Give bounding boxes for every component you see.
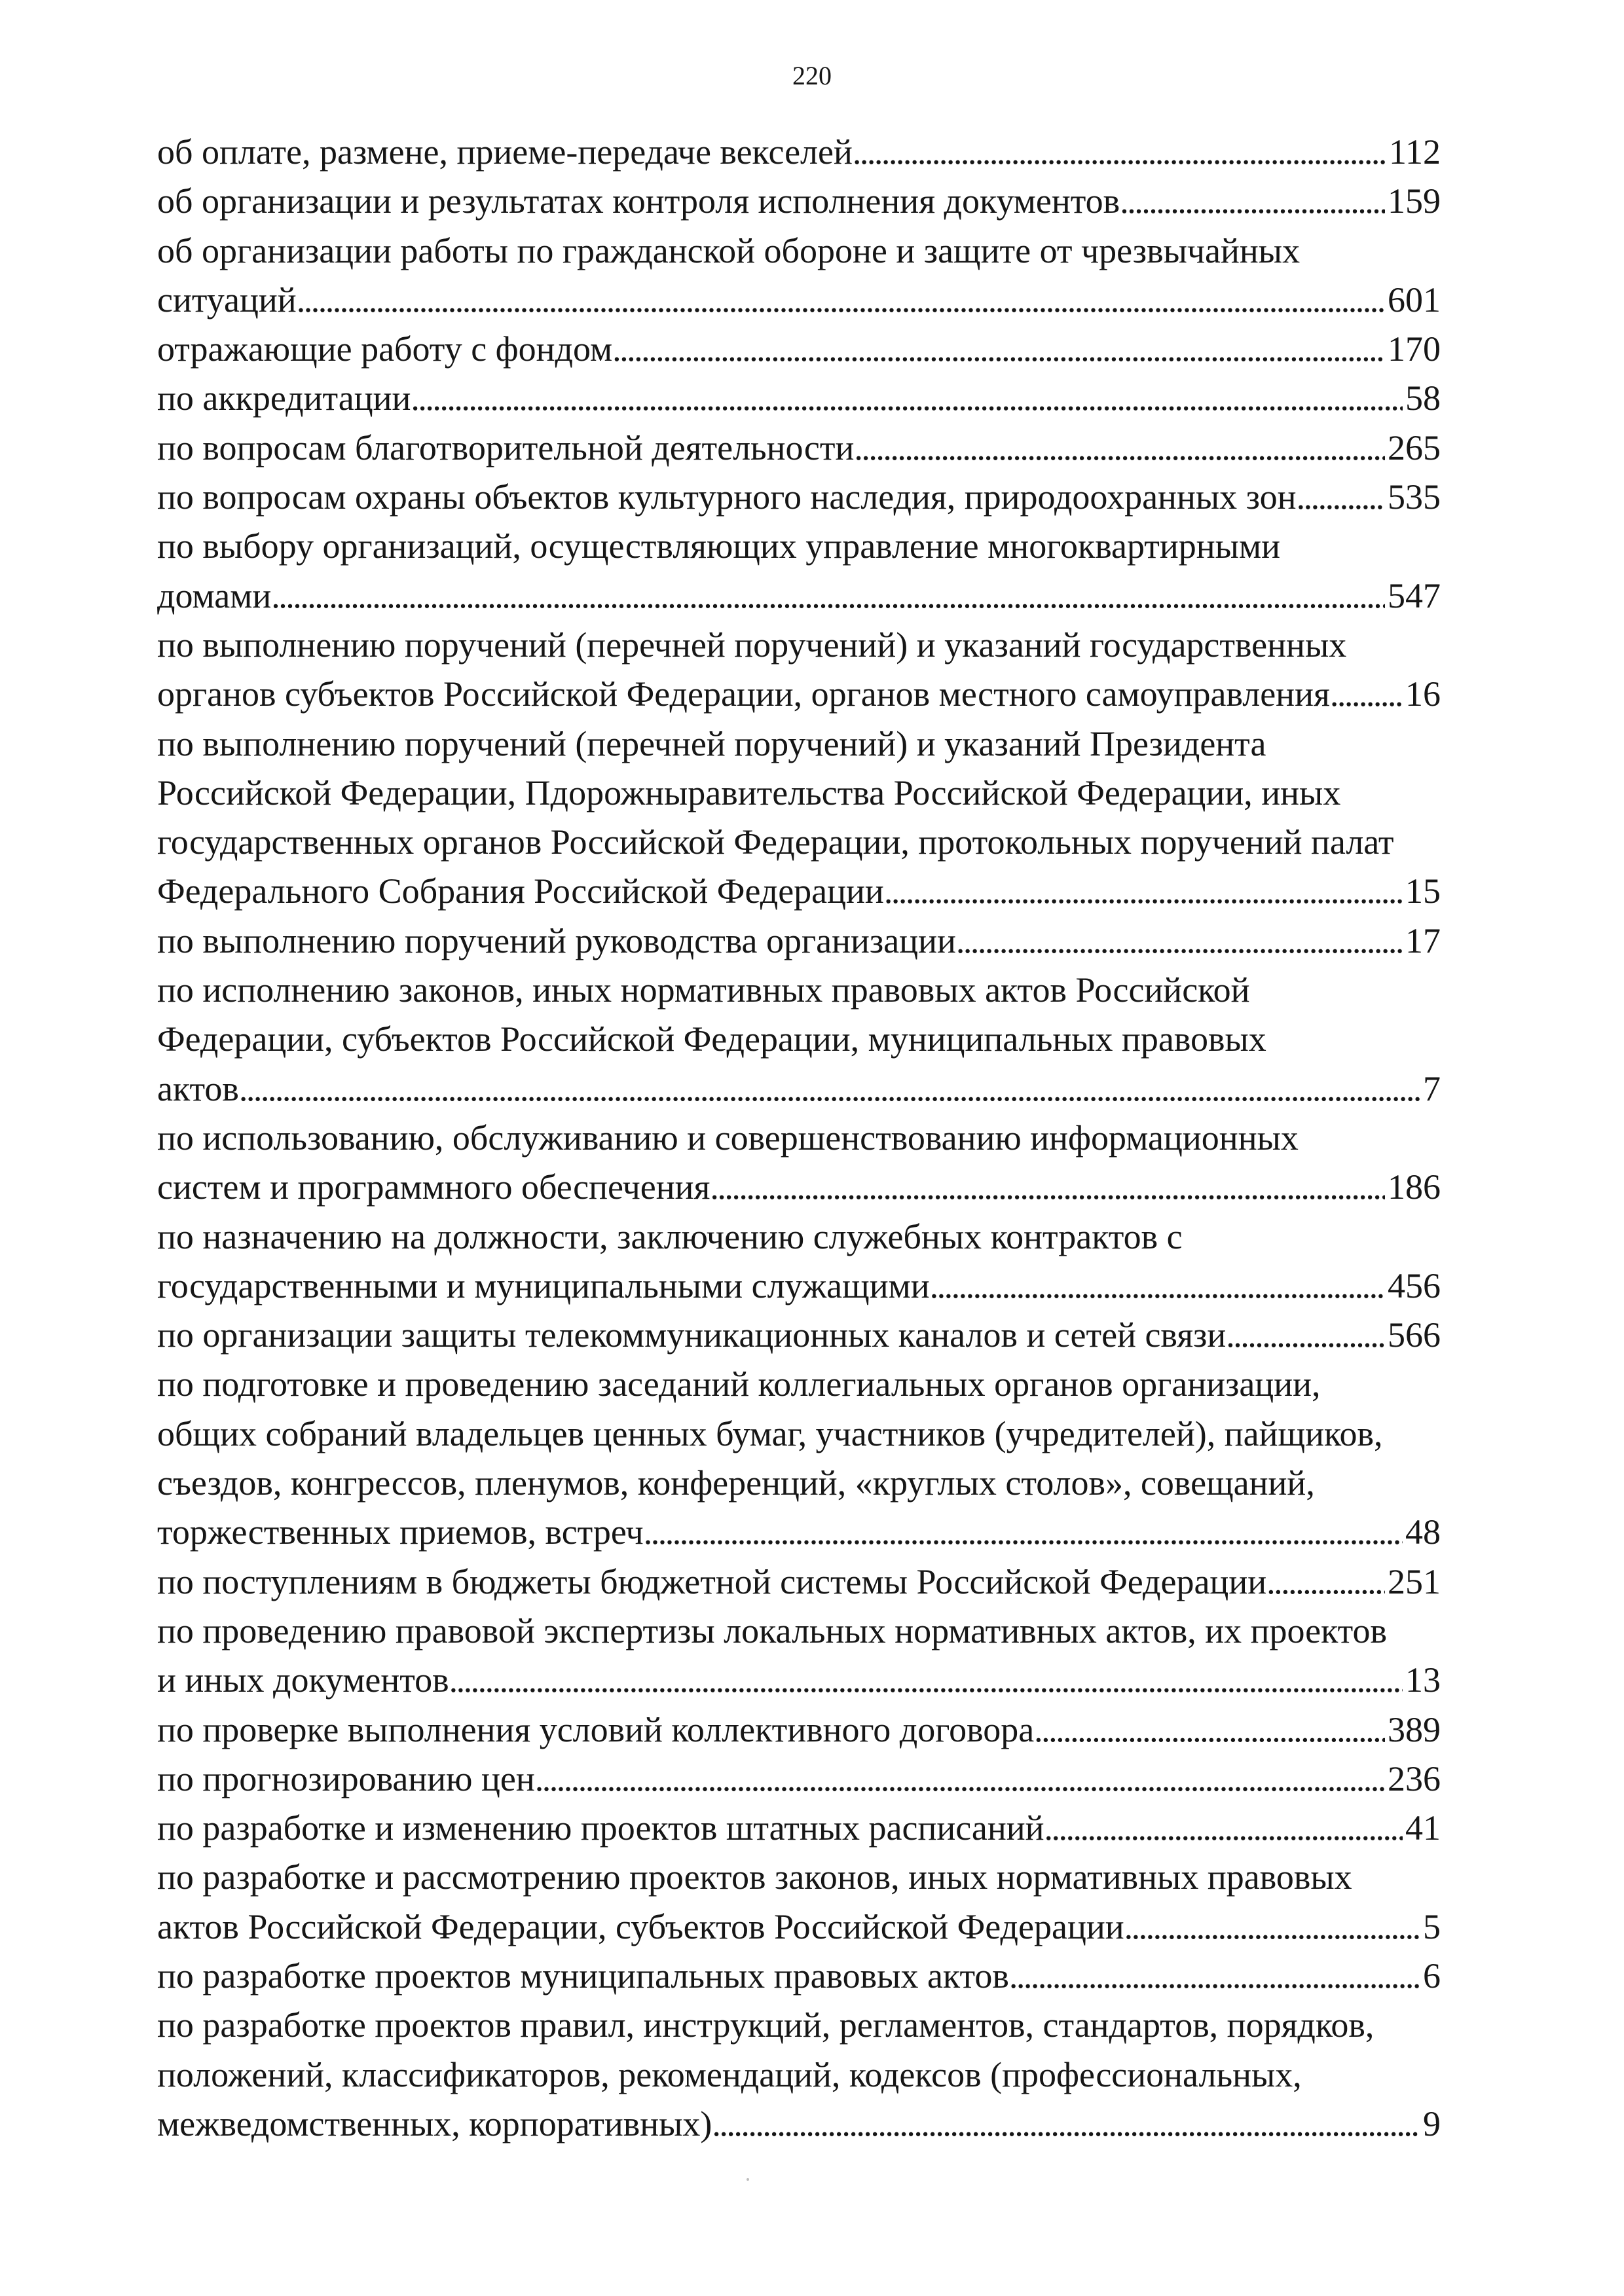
index-entry-final-line xyxy=(157,917,1441,966)
index-entry-page: 41 xyxy=(1405,1808,1441,1848)
dot-leader xyxy=(535,1755,1385,1804)
dot-leader xyxy=(1297,473,1385,522)
dot-leader xyxy=(710,1163,1385,1212)
index-entry xyxy=(157,1311,1501,1360)
index-entry-final-line xyxy=(157,1755,1441,1804)
dot-leader xyxy=(1330,670,1403,719)
dot-leader xyxy=(1120,177,1385,226)
index-entry-final-line xyxy=(157,1558,1441,1607)
index-entry-final-line xyxy=(157,473,1441,522)
index-entry-page: 15 xyxy=(1405,871,1441,911)
index-entry-text: актов Российской Федерации, субъектов Российской Федерации xyxy=(157,1906,1124,1946)
index-entry-text: по организации защиты телекоммуникационных каналов и сетей связи xyxy=(157,1315,1227,1355)
index-entry-line: по проведению правовой экспертизы локальных нормативных актов, их проектов xyxy=(157,1611,1388,1650)
index-entry-line: по разработке и рассмотрению проектов законов, иных нормативных правовых xyxy=(157,1857,1352,1897)
index-entry-line: Федерации, субъектов Российской Федерации, муниципальных правовых xyxy=(157,1019,1266,1059)
index-entry-text: по разработке проектов муниципальных правовых актов xyxy=(157,1956,1009,1995)
index-entry-text: по выполнению поручений руководства организации xyxy=(157,920,956,960)
index-entry-text: ситуаций xyxy=(157,280,297,319)
index-entry-line: по исполнению законов, иных нормативных правовых актов Российской xyxy=(157,970,1250,1010)
index-entry-text: систем и программного обеспечения xyxy=(157,1167,710,1207)
dot-leader xyxy=(1044,1804,1403,1853)
index-entry-final-line xyxy=(157,867,1441,916)
index-entry-final-line xyxy=(157,1903,1441,1952)
index-entry-text: государственными и муниципальными служащими xyxy=(157,1266,930,1305)
dot-leader xyxy=(411,374,1403,423)
index-entry-final-line xyxy=(157,1508,1441,1557)
index-entry-final-line xyxy=(157,424,1441,473)
index-entry xyxy=(157,966,1501,1114)
index-entry-text: по разработке и изменению проектов штатных расписаний xyxy=(157,1808,1044,1848)
dot-leader xyxy=(712,2100,1420,2149)
index-entry-line: съездов, конгрессов, пленумов, конференций, «круглых столов», совещаний, xyxy=(157,1463,1315,1503)
index-entry-line: по назначению на должности, заключению служебных контрактов с xyxy=(157,1216,1183,1256)
index-entry-text: Федерального Собрания Российской Федерации xyxy=(157,871,884,911)
index-entry-text: по аккредитации xyxy=(157,378,411,418)
index-entry-line: государственных органов Российской Федерации, протокольных поручений палат xyxy=(157,822,1394,862)
index-entry-line: положений, классификаторов, рекомендаций, кодексов (профессиональных, xyxy=(157,2054,1302,2094)
dot-leader xyxy=(930,1262,1385,1311)
index-entry-line: по использованию, обслуживанию и совершенствованию информационных xyxy=(157,1118,1299,1157)
index-entry xyxy=(157,1212,1501,1311)
index-entry-text: актов xyxy=(157,1068,239,1108)
dot-leader xyxy=(1226,1311,1385,1360)
index-entry-page: 16 xyxy=(1405,674,1441,714)
index-entry-text: торжественных приемов, встреч xyxy=(157,1512,644,1552)
index-entry-final-line xyxy=(157,1804,1441,1853)
index-entry xyxy=(157,1853,1501,1952)
index-entry-line: по разработке проектов правил, инструкций, регламентов, стандартов, порядков, xyxy=(157,2005,1375,2045)
index-entry-page: 58 xyxy=(1405,378,1441,418)
index-entry-final-line xyxy=(157,1262,1441,1311)
index-entry xyxy=(157,374,1501,423)
index-entry-page: 389 xyxy=(1388,1709,1441,1749)
index-entry-text: и иных документов xyxy=(157,1660,449,1700)
index-entry-final-line xyxy=(157,177,1441,226)
index-entry xyxy=(157,325,1501,374)
index-entry-final-line xyxy=(157,276,1441,325)
index-entry-final-line xyxy=(157,128,1441,177)
index-entry-page: 265 xyxy=(1388,428,1441,467)
index-entry xyxy=(157,1705,1501,1755)
dot-leader xyxy=(956,917,1403,966)
dot-leader xyxy=(1266,1558,1385,1607)
index-entry-page: 170 xyxy=(1388,329,1441,369)
dot-leader xyxy=(1009,1952,1420,2001)
index-entry-line: общих собраний владельцев ценных бумаг, участников (учредителей), пайщиков, xyxy=(157,1413,1383,1453)
index-entry xyxy=(157,128,1501,177)
index-entry xyxy=(157,473,1501,522)
index-entry-page: 9 xyxy=(1423,2104,1441,2143)
index-entry-final-line xyxy=(157,325,1441,374)
index-entry-page: 13 xyxy=(1405,1660,1441,1700)
index-entry xyxy=(157,720,1501,917)
index-entry-line: по выполнению поручений (перечней поручений) и указаний Президента xyxy=(157,723,1266,763)
dot-leader xyxy=(612,325,1385,374)
index-entry-line: об организации работы по гражданской обороне и защите от чрезвычайных xyxy=(157,230,1301,270)
index-entry xyxy=(157,1607,1501,1705)
index-entry-final-line xyxy=(157,1065,1441,1114)
index-entry xyxy=(157,1952,1501,2001)
index-entry-final-line xyxy=(157,1311,1441,1360)
index-entry-page: 251 xyxy=(1388,1561,1441,1601)
index-entry-final-line xyxy=(157,1163,1441,1212)
index-entry-text: отражающие работу с фондом xyxy=(157,329,613,369)
index-entry xyxy=(157,621,1501,720)
index-entry-page: 535 xyxy=(1388,477,1441,517)
index-entry-text: об организации и результатах контроля исполнения документов xyxy=(157,181,1120,221)
index-entry-final-line xyxy=(157,670,1441,719)
index-entry-text: межведомственных, корпоративных) xyxy=(157,2104,712,2143)
index-entry xyxy=(157,2001,1501,2149)
index-entry-text: по проверке выполнения условий коллективного договора xyxy=(157,1709,1035,1749)
index-entry xyxy=(157,1558,1501,1607)
index-entry-final-line xyxy=(157,1705,1441,1755)
index-entry xyxy=(157,522,1501,621)
index-entry-line: Российской Федерации, Пдорожныравительства Российской Федерации, иных xyxy=(157,773,1341,812)
index-entry xyxy=(157,424,1501,473)
index-entry-text: органов субъектов Российской Федерации, органов местного самоуправления xyxy=(157,674,1330,714)
index-entry xyxy=(157,177,1501,226)
index-entry-page: 6 xyxy=(1423,1956,1441,1995)
index-entry-page: 17 xyxy=(1405,920,1441,960)
index-entry-final-line xyxy=(157,572,1441,621)
dot-leader xyxy=(297,276,1385,325)
index-entry-text: по прогнозированию цен xyxy=(157,1758,535,1798)
scan-speck xyxy=(747,2178,749,2181)
index-entry-page: 7 xyxy=(1423,1068,1441,1108)
index-entry-final-line xyxy=(157,374,1441,423)
index-entry-page: 601 xyxy=(1388,280,1441,319)
index-entry-page: 112 xyxy=(1389,132,1441,172)
index-entry-text: по поступлениям в бюджеты бюджетной системы Российской Федерации xyxy=(157,1561,1267,1601)
dot-leader xyxy=(1034,1705,1385,1755)
index-entry-page: 566 xyxy=(1388,1315,1441,1355)
index-entry-line: по подготовке и проведению заседаний коллегиальных органов организации, xyxy=(157,1364,1321,1404)
index-entry-page: 236 xyxy=(1388,1758,1441,1798)
index-entry-line: по выбору организаций, осуществляющих управление многоквартирными xyxy=(157,526,1281,566)
dot-leader xyxy=(854,424,1385,473)
index-entry-page: 5 xyxy=(1423,1906,1441,1946)
index-entry-text: об оплате, размене, приеме-передаче векселей xyxy=(157,132,853,172)
index-entry-page: 547 xyxy=(1388,575,1441,615)
index-entry xyxy=(157,1114,1501,1212)
index-entry xyxy=(157,227,1501,325)
dot-leader xyxy=(884,867,1403,916)
index-entry-text: по вопросам охраны объектов культурного наследия, природоохранных зон xyxy=(157,477,1297,517)
dot-leader xyxy=(853,128,1386,177)
index-entry-final-line xyxy=(157,1656,1441,1705)
page-number: 220 xyxy=(792,61,832,90)
index-entry-text: домами xyxy=(157,575,272,615)
index-entry-page: 159 xyxy=(1388,181,1441,221)
dot-leader xyxy=(271,572,1385,621)
index-entry xyxy=(157,1804,1501,1853)
dot-leader xyxy=(644,1508,1403,1557)
index-entry-page: 186 xyxy=(1388,1167,1441,1207)
index-entry xyxy=(157,1755,1501,1804)
dot-leader xyxy=(449,1656,1403,1705)
index-entry xyxy=(157,917,1501,966)
index-entry xyxy=(157,1360,1501,1557)
index-entry-final-line xyxy=(157,1952,1441,2001)
dot-leader xyxy=(1124,1903,1420,1952)
index-entry-line: по выполнению поручений (перечней поручений) и указаний государственных xyxy=(157,625,1347,665)
index-entry-text: по вопросам благотворительной деятельности xyxy=(157,428,855,467)
index-entry-page: 456 xyxy=(1388,1266,1441,1305)
index-entry-final-line xyxy=(157,2100,1441,2149)
subject-index-list xyxy=(157,128,1501,2149)
dot-leader xyxy=(239,1065,1420,1114)
index-entry-page: 48 xyxy=(1405,1512,1441,1552)
